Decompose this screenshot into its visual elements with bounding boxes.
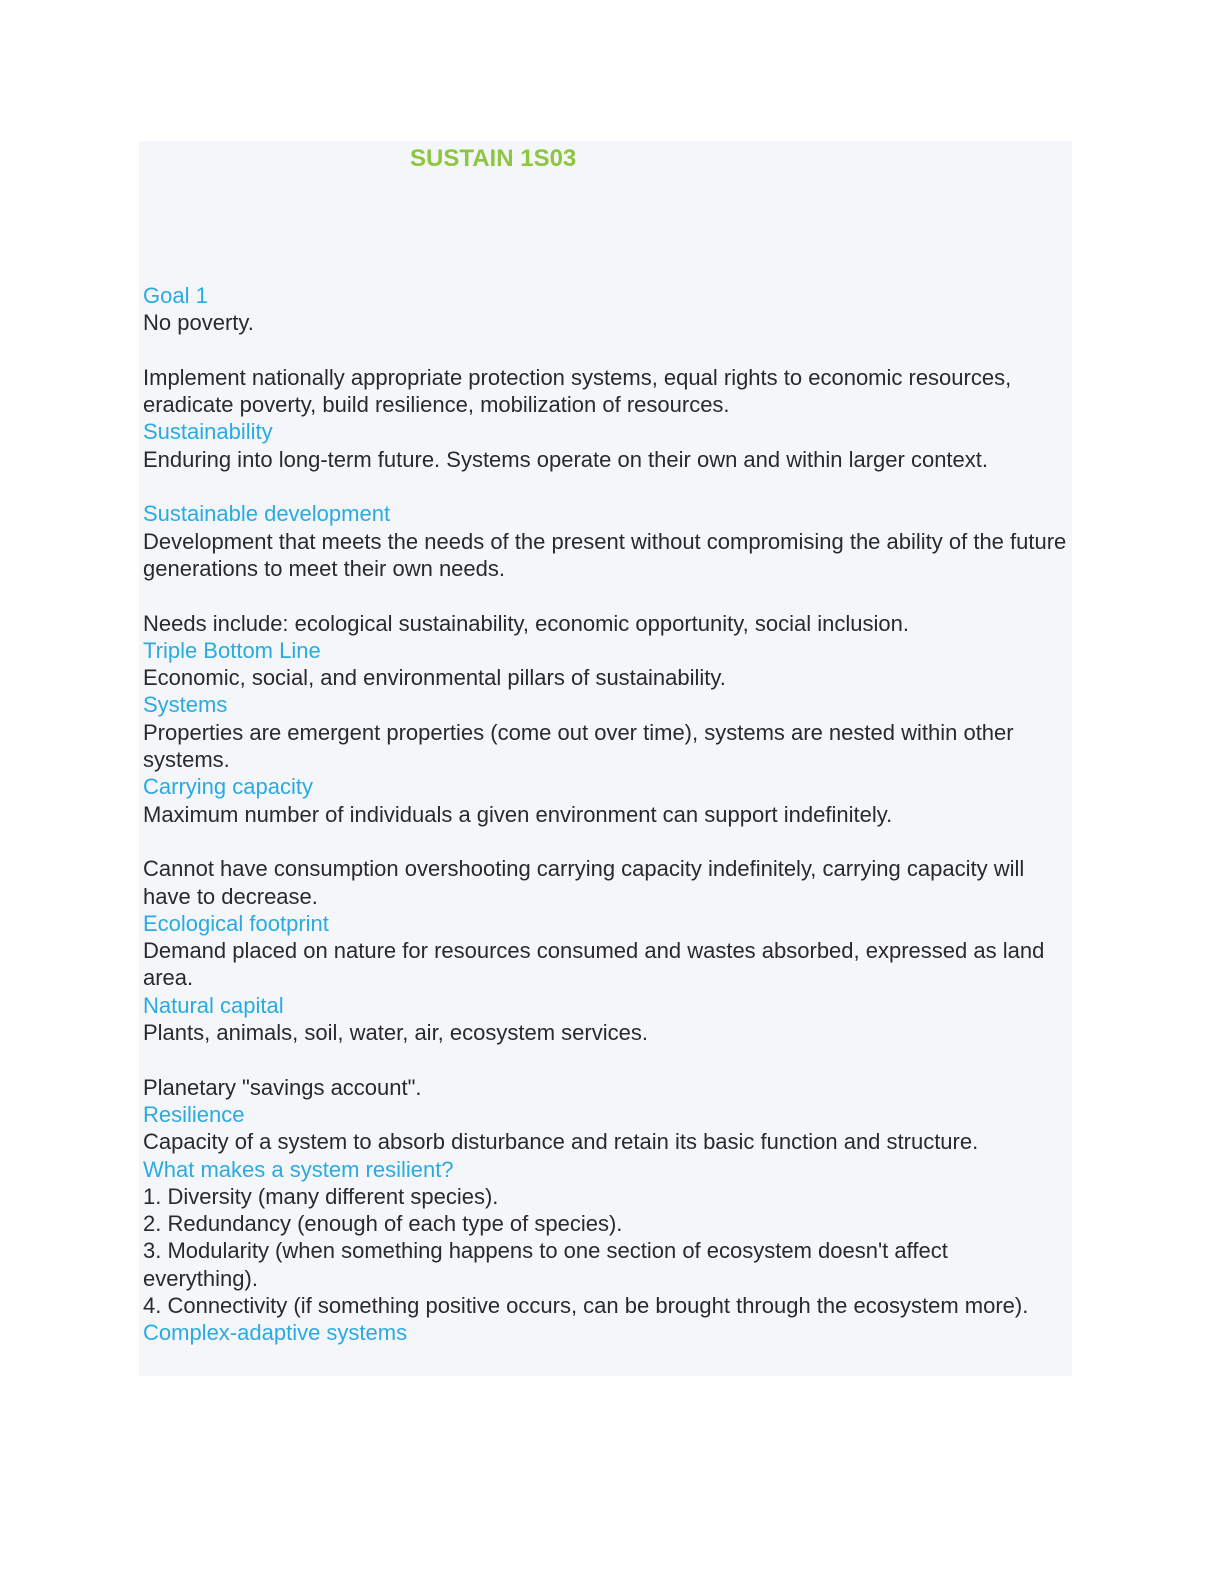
section-heading: Complex-adaptive systems — [143, 1320, 408, 1346]
section-heading: Sustainability — [143, 419, 273, 445]
body-paragraph: Cannot have consumption overshooting carrying capacity indefinitely, carrying capacity will have to decrease. — [143, 856, 1025, 909]
body-paragraph: Planetary "savings account". — [143, 1074, 422, 1100]
body-paragraph: Development that meets the needs of the present without compromising the ability of the future generations to meet their own needs. — [143, 528, 1067, 581]
body-paragraph: Plants, animals, soil, water, air, ecosystem services. — [143, 1020, 648, 1046]
document-page — [139, 141, 1072, 1376]
section-heading: Triple Bottom Line — [143, 637, 321, 663]
body-paragraph: 3. Modularity (when something happens to one section of ecosystem doesn't affect everything). — [143, 1238, 948, 1291]
section-heading: Carrying capacity — [143, 774, 313, 800]
paragraph-spacer — [143, 337, 1068, 364]
section-heading: Natural capital — [143, 992, 284, 1018]
body-paragraph: Demand placed on nature for resources consumed and wastes absorbed, expressed as land area. — [143, 938, 1045, 991]
section-heading: What makes a system resilient? — [143, 1156, 454, 1182]
body-paragraph: Needs include: ecological sustainability, economic opportunity, social inclusion. — [143, 610, 909, 636]
section-heading: Systems — [143, 692, 228, 718]
section-heading: Resilience — [143, 1101, 245, 1127]
body-paragraph: Economic, social, and environmental pillars of sustainability. — [143, 665, 726, 691]
section-heading: Goal 1 — [143, 283, 208, 308]
document-title: SUSTAIN 1S03 — [410, 145, 577, 172]
body-paragraph: 2. Redundancy (enough of each type of species). — [143, 1211, 623, 1237]
paragraph-spacer — [143, 473, 1068, 500]
paragraph-spacer — [143, 1046, 1068, 1073]
body-paragraph: No poverty. — [143, 310, 254, 336]
body-paragraph: Maximum number of individuals a given environment can support indefinitely. — [143, 801, 893, 827]
body-paragraph: 4. Connectivity (if something positive occurs, can be brought through the ecosystem more). — [143, 1292, 1029, 1318]
body-paragraph: Capacity of a system to absorb disturbance and retain its basic function and structure. — [143, 1129, 979, 1155]
body-paragraph: Enduring into long-term future. Systems operate on their own and within larger context. — [143, 446, 989, 472]
paragraph-spacer — [143, 828, 1068, 855]
body-paragraph: 1. Diversity (many different species). — [143, 1183, 499, 1209]
section-heading: Ecological footprint — [143, 910, 329, 936]
section-heading: Sustainable development — [143, 501, 391, 527]
document-body — [143, 282, 1068, 1347]
paragraph-spacer — [143, 582, 1068, 609]
body-paragraph: Properties are emergent properties (come out over time), systems are nested within other systems. — [143, 719, 1014, 773]
body-paragraph: Implement nationally appropriate protection systems, equal rights to economic resources, eradicate poverty, build resilience, mobilization of resources. — [143, 364, 1012, 418]
